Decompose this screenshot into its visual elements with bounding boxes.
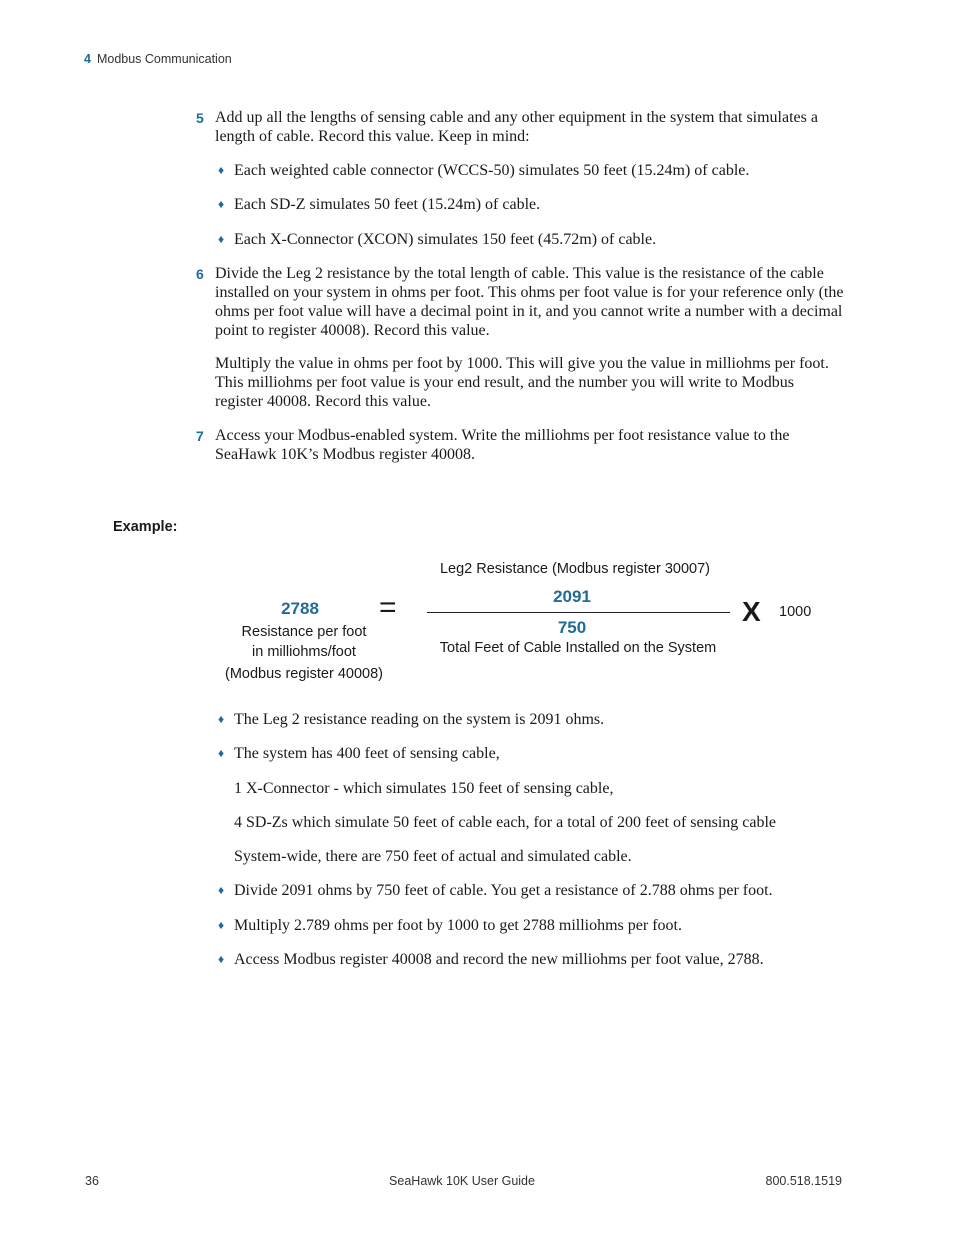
denominator-value: 750: [557, 618, 587, 637]
step-number-6: 6: [196, 266, 204, 282]
diamond-bullet-icon: ♦: [218, 232, 225, 246]
chapter-number: 4: [84, 52, 91, 66]
equals-sign: =: [379, 591, 397, 624]
diamond-bullet-icon: ♦: [218, 712, 225, 726]
footer-title: SeaHawk 10K User Guide: [389, 1174, 535, 1188]
list-item: ♦ Each X-Connector (XCON) simulates 150 feet (45.72m) of cable.: [218, 231, 657, 248]
step-number-7: 7: [196, 428, 204, 444]
list-item: ♦ Each weighted cable connector (WCCS-50) simulates 50 feet (15.24m) of cable.: [218, 162, 750, 179]
list-item: ♦ Access Modbus register 40008 and record the new milliohms per foot value, 2788.: [218, 951, 764, 968]
list-item: ♦ Multiply 2.789 ohms per foot by 1000 to get 2788 milliohms per foot.: [218, 917, 682, 934]
diamond-bullet-icon: ♦: [218, 746, 225, 760]
times-sign: X: [742, 596, 761, 627]
step-6-text: Divide the Leg 2 resistance by the total length of cable. This value is the resistance of the cable installed on your system in ohms per foot. This ohms per foot value is for your reference only (the ohms per foot value will have a decimal point in it, and you cannot write a number with a decimal point to register 40008). Record this value.: [215, 265, 844, 339]
result-caption-line-3: (Modbus register 40008): [225, 666, 383, 682]
diamond-bullet-icon: ♦: [218, 918, 225, 932]
list-item: ♦ Each SD-Z simulates 50 feet (15.24m) of cable.: [218, 196, 541, 213]
list-item: ♦ Divide 2091 ohms by 750 feet of cable. You get a resistance of 2.788 ohms per foot.: [218, 882, 773, 899]
numerator-value: 2091: [553, 587, 591, 606]
page-number: 36: [85, 1174, 99, 1188]
step-number-5: 5: [196, 110, 204, 126]
fraction-bar: [427, 612, 730, 613]
indented-line: System-wide, there are 750 feet of actual and simulated cable.: [234, 848, 632, 865]
multiplier-value: 1000: [779, 604, 812, 620]
denominator-caption: Total Feet of Cable Installed on the System: [439, 640, 717, 656]
result-caption-line-1: Resistance per foot: [241, 624, 367, 640]
step-7-text: Access your Modbus-enabled system. Write the milliohms per foot resistance value to the SeaHawk 10K’s Modbus register 40008.: [215, 427, 790, 463]
indented-line: 1 X-Connector - which simulates 150 feet of sensing cable,: [234, 780, 614, 797]
example-heading: Example:: [113, 519, 178, 535]
diamond-bullet-icon: ♦: [218, 163, 225, 177]
diamond-bullet-icon: ♦: [218, 883, 225, 897]
diamond-bullet-icon: ♦: [218, 197, 225, 211]
list-item: ♦ The system has 400 feet of sensing cable,: [218, 745, 500, 762]
running-header: [84, 52, 232, 66]
list-item: ♦ The Leg 2 resistance reading on the system is 2091 ohms.: [218, 711, 605, 728]
numerator-caption: Leg2 Resistance (Modbus register 30007): [439, 561, 710, 577]
step-6-text-2: Multiply the value in ohms per foot by 1000. This will give you the value in milliohms per foot. This milliohms per foot value is your end result, and the number you will write to Modbus register 40008. Record this value.: [215, 355, 829, 410]
indented-line: 4 SD-Zs which simulate 50 feet of cable each, for a total of 200 feet of sensing cable: [234, 814, 777, 831]
diamond-bullet-icon: ♦: [218, 952, 225, 966]
result-value: 2788: [281, 599, 319, 618]
result-caption-line-2: in milliohms/foot: [252, 644, 356, 660]
footer-phone: 800.518.1519: [765, 1174, 842, 1188]
step-5-text: Add up all the lengths of sensing cable and any other equipment in the system that simulates a length of cable. Record this value. Keep in mind:: [215, 109, 818, 145]
chapter-title: Modbus Communication: [96, 52, 232, 66]
